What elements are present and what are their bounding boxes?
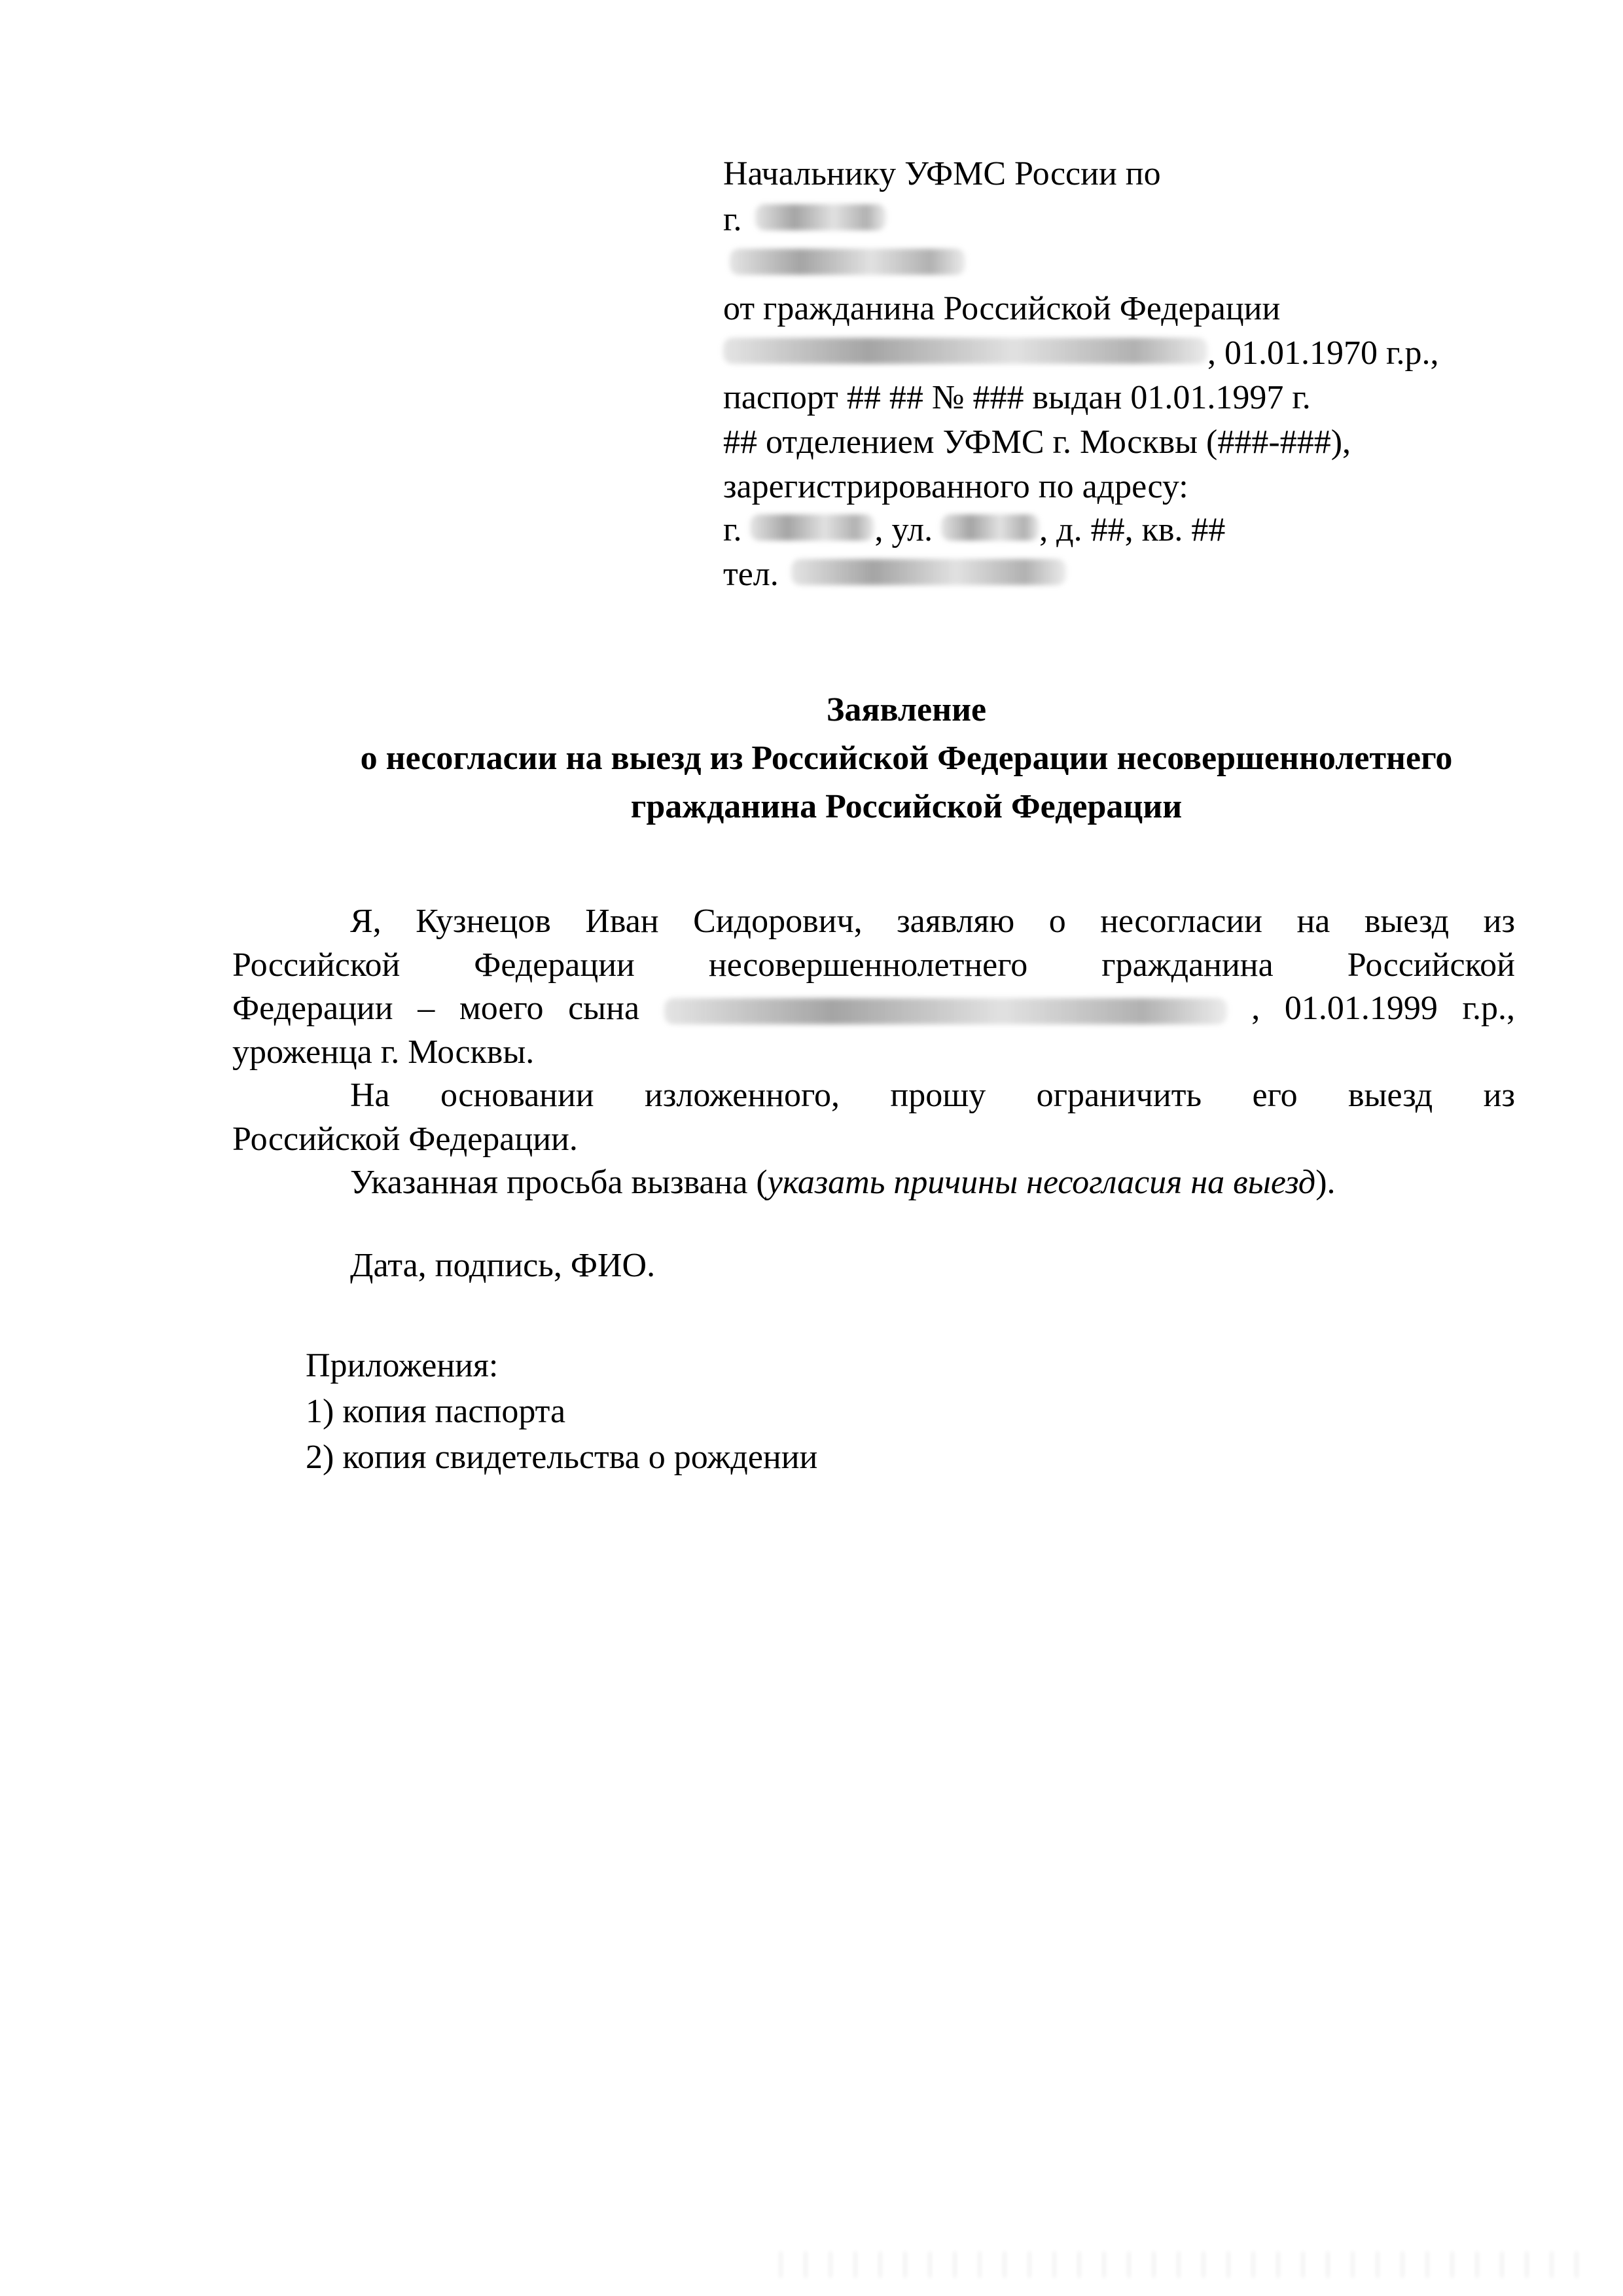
applicant-birthdate: , 01.01.1970 г.р., xyxy=(1207,334,1439,372)
paragraph-2 xyxy=(232,1074,1515,1161)
redacted-son-name xyxy=(664,998,1227,1024)
addressee-line-10 xyxy=(723,558,1066,592)
document-body xyxy=(232,900,1515,1205)
attachments-heading: Приложения: xyxy=(306,1347,499,1384)
addressee-line-3 xyxy=(723,247,965,281)
title-line-3: гражданина Российской Федерации xyxy=(630,788,1183,825)
reason-prefix: Указанная просьба вызвана ( xyxy=(350,1164,768,1201)
document-title xyxy=(216,686,1597,831)
addressee-line-7: ## отделением УФМС г. Москвы (###-###), xyxy=(723,423,1351,461)
address-house: , д. ##, кв. ## xyxy=(1039,511,1226,548)
reason-placeholder: указать причины несогласия на выезд xyxy=(767,1164,1316,1201)
son-birthdate: , 01.01.1999 г.р., xyxy=(1251,990,1515,1027)
paragraph-1-line-1: Я, Кузнецов Иван Сидорович, заявляю о несогласии на выезд из xyxy=(350,903,1515,940)
redacted-street xyxy=(941,514,1039,541)
addressee-city-prefix: г. xyxy=(723,201,742,238)
scan-artifact xyxy=(779,2251,1597,2278)
addressee-line-4: от гражданина Российской Федерации xyxy=(723,290,1281,327)
address-city-prefix: г. xyxy=(723,511,742,548)
addressee-line-1: Начальнику УФМС России по xyxy=(723,155,1161,192)
paragraph-2-line-1: На основании изложенного, прошу ограничить его выезд из xyxy=(350,1077,1515,1114)
son-prefix: Федерации – моего сына xyxy=(232,990,640,1027)
paragraph-1-line-4: уроженца г. Москвы. xyxy=(232,1033,535,1071)
addressee-line-8: зарегистрированного по адресу: xyxy=(723,468,1188,505)
phone-prefix: тел. xyxy=(723,556,779,593)
addressee-line-2 xyxy=(723,203,886,237)
addressee-line-9 xyxy=(723,513,1225,547)
redacted-phone xyxy=(791,559,1066,585)
reason-suffix: ). xyxy=(1315,1164,1336,1201)
paragraph-1-line-2: Российской Федерации несовершеннолетнего гражданина Российской xyxy=(232,946,1515,984)
paragraph-1-line-3 xyxy=(232,987,1515,1031)
redacted-applicant-name xyxy=(723,338,1207,364)
paragraph-3-line-1 xyxy=(232,1161,1515,1205)
redacted-chief-name xyxy=(730,249,965,275)
attachment-item: 2) копия свидетельства о рождении xyxy=(306,1439,818,1476)
addressee-line-5 xyxy=(723,336,1438,370)
attachments-block xyxy=(306,1343,817,1480)
title-line-1: Заявление xyxy=(826,691,987,728)
signature-line: Дата, подпись, ФИО. xyxy=(350,1247,656,1284)
title-line-2: о несогласии на выезд из Российской Федерации несовершеннолетнего xyxy=(360,740,1453,777)
addressee-line-6: паспорт ## ## № ### выдан 01.01.1997 г. xyxy=(723,379,1311,416)
paragraph-1 xyxy=(232,900,1515,1074)
paragraph-2-line-2: Российской Федерации. xyxy=(232,1120,578,1158)
redacted-city xyxy=(755,204,886,230)
redacted-address-city xyxy=(750,514,874,541)
address-street-prefix: , ул. xyxy=(874,511,933,548)
paragraph-3 xyxy=(232,1161,1515,1205)
attachment-item: 1) копия паспорта xyxy=(306,1393,566,1430)
